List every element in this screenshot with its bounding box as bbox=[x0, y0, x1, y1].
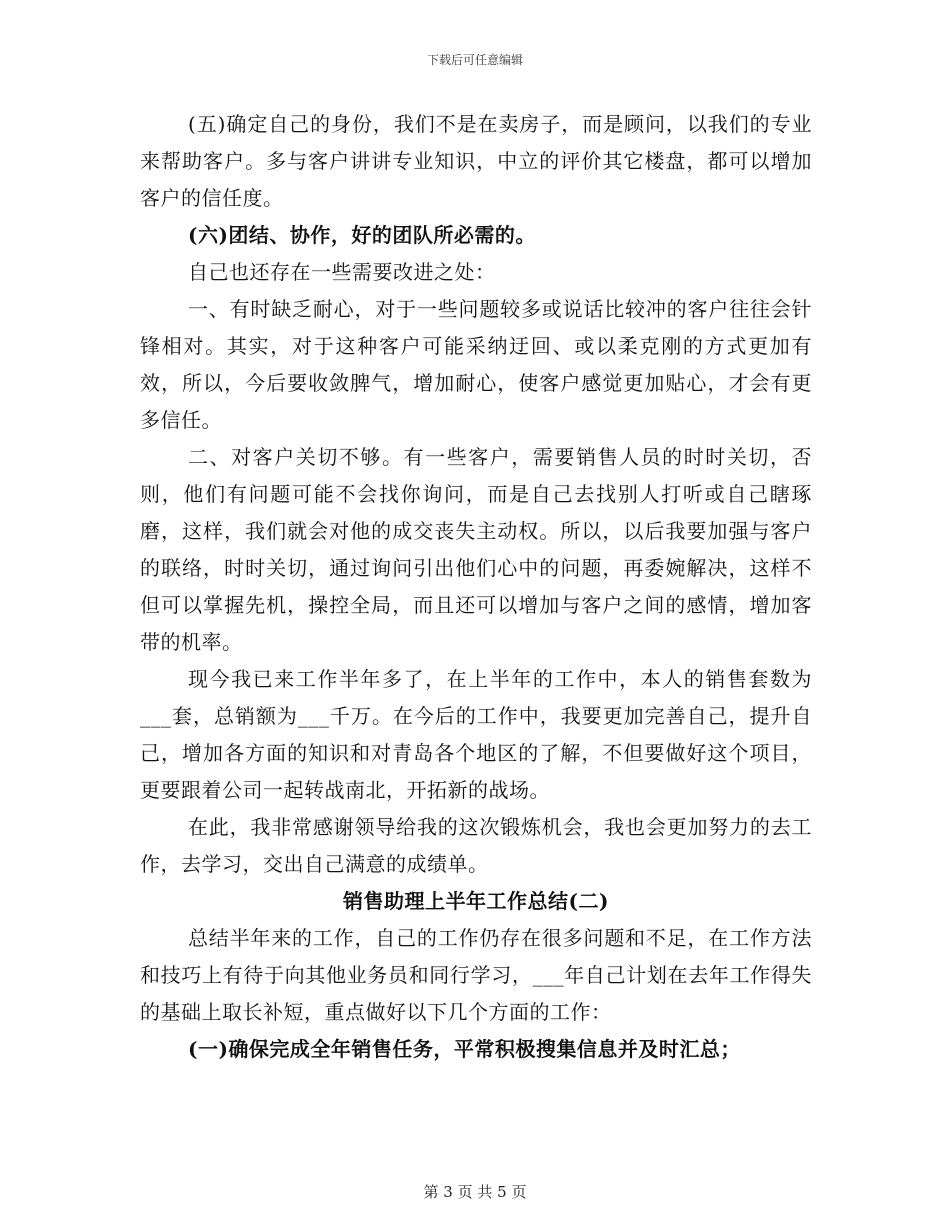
paragraph-patience: 一、有时缺乏耐心，对于一些问题较多或说话比较冲的客户往往会针锋相对。其实，对于这种客户可能采纳迂回、或以柔克刚的方式更加有效，所以，今后要收敛脾气，增加耐心，使客户感觉更加贴心，才会有更多信任。 bbox=[140, 297, 812, 432]
page-footer: 第 3 页 共 5 页 bbox=[423, 1183, 527, 1201]
page-header: 下载后可任意编辑 bbox=[426, 53, 523, 67]
paragraph-improvements-intro: 自己也还存在一些需要改进之处： bbox=[188, 260, 496, 284]
paragraph-teamwork: (六)团结、协作，好的团队所必需的。 bbox=[188, 223, 536, 247]
paragraph-identity: (五)确定自己的身份，我们不是在卖房子，而是顾问，以我们的专业来帮助客户。多与客户讲讲专业知识，中立的评价其它楼盘，都可以增加客户的信任度。 bbox=[140, 112, 812, 210]
document-body bbox=[140, 106, 812, 1068]
paragraph-customer-care: 二、对客户关切不够。有一些客户，需要销售人员的时时关切，否则，他们有问题可能不会找你询问，而是自己去找别人打听或自己瞎琢磨，这样，我们就会对他的成交丧失主动权。所以，以后我要加强与客户的联络，时时关切，通过询问引出他们心中的问题，再委婉解决，这样不但可以掌握先机，操控全局，而且还可以增加与客户之间的感情，增加客带的机率。 bbox=[140, 445, 812, 654]
paragraph-thanks: 在此，我非常感谢领导给我的这次锻炼机会，我也会更加努力的去工作，去学习，交出自己满意的成绩单。 bbox=[140, 815, 812, 876]
paragraph-summary: 总结半年来的工作，自己的工作仍存在很多问题和不足，在工作方法和技巧上有待于向其他业务员和同行学习，___年自己计划在去年工作得失的基础上取长补短，重点做好以下几个方面的工作： bbox=[140, 926, 812, 1024]
section-title: 销售助理上半年工作总结(二) bbox=[343, 889, 609, 913]
paragraph-sales-task: (一)确保完成全年销售任务，平常积极搜集信息并及时汇总； bbox=[188, 1037, 741, 1061]
paragraph-half-year-results: 现今我已来工作半年多了，在上半年的工作中，本人的销售套数为___套，总销额为___千万。在今后的工作中，我要更加完善自己，提升自己，增加各方面的知识和对青岛各个地区的了解，不但要做好这个项目，更要跟着公司一起转战南北，开拓新的战场。 bbox=[140, 667, 812, 802]
